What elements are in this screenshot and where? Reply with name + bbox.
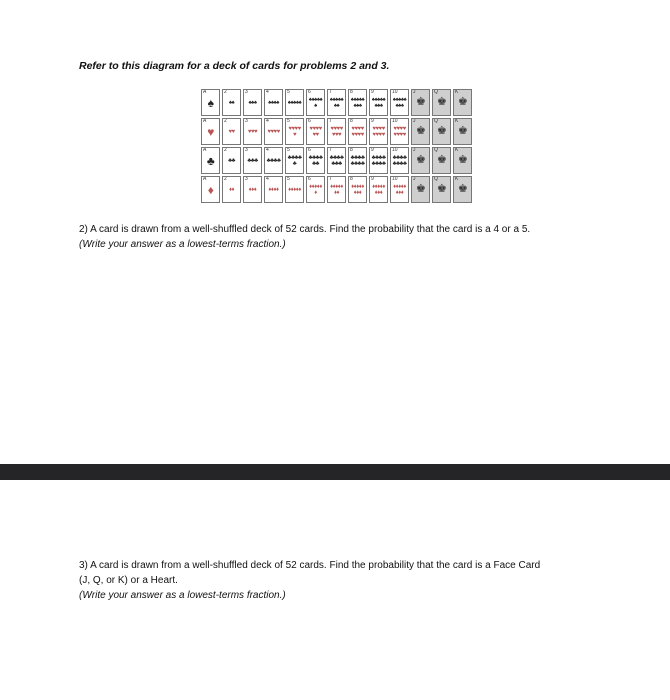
card-rank: 9 [371,147,374,153]
problem-2-hint: (Write your answer as a lowest-terms fraction.) [79,239,286,250]
playing-card [432,147,451,174]
playing-card [453,89,472,116]
playing-card [411,118,430,145]
suit-pip-icon: ♥♥♥ [247,128,258,135]
card-rank: 8 [350,89,353,95]
playing-card [390,118,409,145]
card-rank: 2 [224,89,227,95]
playing-card [285,89,304,116]
card-rank: 9 [371,89,374,95]
face-card-icon: ♚ [457,96,468,108]
diagram-caption: Refer to this diagram for a deck of cards for problems 2 and 3. [79,60,390,72]
face-card-icon: ♚ [415,96,426,108]
card-rank: 6 [308,89,311,95]
card-rank: J [413,147,416,153]
card-rank: K [455,176,459,182]
playing-card [432,118,451,145]
playing-card [222,176,241,203]
playing-card [432,176,451,203]
suit-pip-icon: ♥ [207,124,214,139]
suit-pip-icon: ♠♠♠♠♠♠♠ [329,96,344,109]
card-rank: 10 [392,118,398,124]
suit-pip-icon: ♠♠♠♠♠ [287,99,302,106]
suit-pip-icon: ♦♦♦♦♦♦♦ [330,183,343,196]
problem-2-text: 2) A card is drawn from a well-shuffled deck of 52 cards. Find the probability that the card is a 4 or a 5. [79,224,531,235]
suit-pip-icon: ♣♣♣♣♣♣♣ [329,154,344,167]
playing-card [285,176,304,203]
playing-card [369,176,388,203]
card-rank: Q [434,176,438,182]
card-rank: A [203,147,207,153]
card-rank: 7 [329,176,332,182]
card-rank: J [413,176,416,182]
playing-card [390,89,409,116]
suit-pip-icon: ♣♣♣♣♣ [287,154,302,167]
card-rank: 3 [245,89,248,95]
card-rank: Q [434,147,438,153]
playing-card [201,147,220,174]
problem-3-text-line-1: 3) A card is drawn from a well-shuffled deck of 52 cards. Find the probability that the card is a Face Card [79,560,541,571]
card-rank: J [413,118,416,124]
problem-3-hint: (Write your answer as a lowest-terms fraction.) [79,590,286,601]
suit-pip-icon: ♠♠♠♠♠♠ [308,96,323,109]
card-rank: 10 [392,176,398,182]
playing-card [432,89,451,116]
suit-pip-icon: ♠♠♠♠♠♠♠♠ [350,96,365,109]
suit-pip-icon: ♠♠♠ [248,99,257,106]
card-rank: 2 [224,147,227,153]
suit-pip-icon: ♣♣♣ [247,157,258,164]
playing-card [243,147,262,174]
playing-card [201,176,220,203]
card-rank: 8 [350,118,353,124]
face-card-icon: ♚ [415,183,426,195]
section-divider [0,464,670,480]
problem-2 [79,222,530,252]
card-rank: K [455,118,459,124]
playing-card [327,176,346,203]
suit-pip-icon: ♥♥♥♥♥♥♥ [330,125,343,138]
playing-card [411,176,430,203]
suit-pip-icon: ♥♥♥♥♥♥♥♥ [372,125,385,138]
suit-pip-icon: ♦♦♦♦♦♦ [309,183,322,196]
card-rank: 5 [287,147,290,153]
suit-pip-icon: ♥♥♥♥♥♥♥♥ [351,125,364,138]
playing-card [348,89,367,116]
suit-pip-icon: ♥♥♥♥ [267,128,280,135]
playing-card [243,118,262,145]
card-rank: 4 [266,89,269,95]
suit-pip-icon: ♣♣♣♣♣♣♣♣ [392,154,407,167]
suit-pip-icon: ♠♠♠♠ [268,99,279,106]
suit-pip-icon: ♠♠♠♠♠♠♠♠ [371,96,386,109]
playing-card [306,118,325,145]
card-rank: 3 [245,118,248,124]
suit-pip-icon: ♠♠♠♠♠♠♠♠ [392,96,407,109]
suit-pip-icon: ♦♦♦♦ [268,186,279,193]
suit-pip-icon: ♣♣♣♣♣♣♣♣ [350,154,365,167]
suit-pip-icon: ♣♣♣♣♣♣♣♣ [371,154,386,167]
suit-pip-icon: ♠♠ [228,99,235,106]
suit-pip-icon: ♦ [207,182,214,197]
playing-card [306,147,325,174]
card-rank: 2 [224,176,227,182]
face-card-icon: ♚ [457,125,468,137]
playing-card [306,176,325,203]
suit-pip-icon: ♦♦♦♦♦♦♦♦ [393,183,406,196]
playing-card [390,147,409,174]
playing-card [390,176,409,203]
playing-card [327,89,346,116]
suit-pip-icon: ♠ [207,95,214,110]
playing-card [369,118,388,145]
card-rank: Q [434,89,438,95]
playing-card [201,118,220,145]
card-rank: K [455,89,459,95]
face-card-icon: ♚ [436,125,447,137]
suit-pip-icon: ♣♣♣♣♣♣ [308,154,323,167]
playing-card [411,89,430,116]
suit-pip-icon: ♦♦♦♦♦♦♦♦ [351,183,364,196]
face-card-icon: ♚ [457,154,468,166]
playing-card [369,89,388,116]
playing-card [369,147,388,174]
card-rank: K [455,147,459,153]
playing-card [348,176,367,203]
card-rank: Q [434,118,438,124]
deck-of-cards-diagram [201,89,471,203]
playing-card [222,147,241,174]
playing-card [222,118,241,145]
card-rank: 9 [371,118,374,124]
playing-card [264,176,283,203]
card-rank: 9 [371,176,374,182]
face-card-icon: ♚ [436,96,447,108]
face-card-icon: ♚ [415,125,426,137]
card-rank: 5 [287,118,290,124]
playing-card [264,147,283,174]
card-rank: 4 [266,118,269,124]
suit-pip-icon: ♥♥♥♥♥ [288,125,301,138]
playing-card [264,89,283,116]
playing-card [453,147,472,174]
suit-pip-icon: ♦♦♦♦♦ [288,186,301,193]
playing-card [453,118,472,145]
card-rank: 7 [329,118,332,124]
card-rank: 8 [350,147,353,153]
face-card-icon: ♚ [436,154,447,166]
card-rank: 6 [308,118,311,124]
card-rank: A [203,176,207,182]
problem-3-text-line-2: (J, Q, or K) or a Heart. [79,575,178,586]
suit-pip-icon: ♥♥♥♥♥♥ [309,125,322,138]
card-rank: 8 [350,176,353,182]
card-rank: 3 [245,176,248,182]
playing-card [243,89,262,116]
suit-pip-icon: ♥♥ [228,128,235,135]
playing-card [306,89,325,116]
face-card-icon: ♚ [457,183,468,195]
card-rank: J [413,89,416,95]
playing-card [348,118,367,145]
card-rank: 5 [287,89,290,95]
playing-card [243,176,262,203]
playing-card [327,147,346,174]
playing-card [264,118,283,145]
card-rank: 10 [392,147,398,153]
suit-pip-icon: ♣ [206,153,215,168]
card-rank: 4 [266,176,269,182]
card-rank: 7 [329,147,332,153]
suit-pip-icon: ♦♦♦♦♦♦♦♦ [372,183,385,196]
playing-card [201,89,220,116]
card-rank: 4 [266,147,269,153]
suit-pip-icon: ♣♣ [228,157,235,164]
card-rank: 7 [329,89,332,95]
problem-3 [79,558,540,603]
playing-card [327,118,346,145]
playing-card [411,147,430,174]
suit-pip-icon: ♦♦ [228,186,235,193]
face-card-icon: ♚ [415,154,426,166]
playing-card [285,118,304,145]
playing-card [348,147,367,174]
card-rank: 5 [287,176,290,182]
face-card-icon: ♚ [436,183,447,195]
card-rank: 2 [224,118,227,124]
playing-card [453,176,472,203]
suit-pip-icon: ♣♣♣♣ [266,157,281,164]
card-rank: 3 [245,147,248,153]
card-rank: 6 [308,176,311,182]
suit-pip-icon: ♥♥♥♥♥♥♥♥ [393,125,406,138]
card-rank: 10 [392,89,398,95]
card-rank: 6 [308,147,311,153]
card-rank: A [203,89,207,95]
playing-card [285,147,304,174]
playing-card [222,89,241,116]
suit-pip-icon: ♦♦♦ [248,186,257,193]
card-rank: A [203,118,207,124]
